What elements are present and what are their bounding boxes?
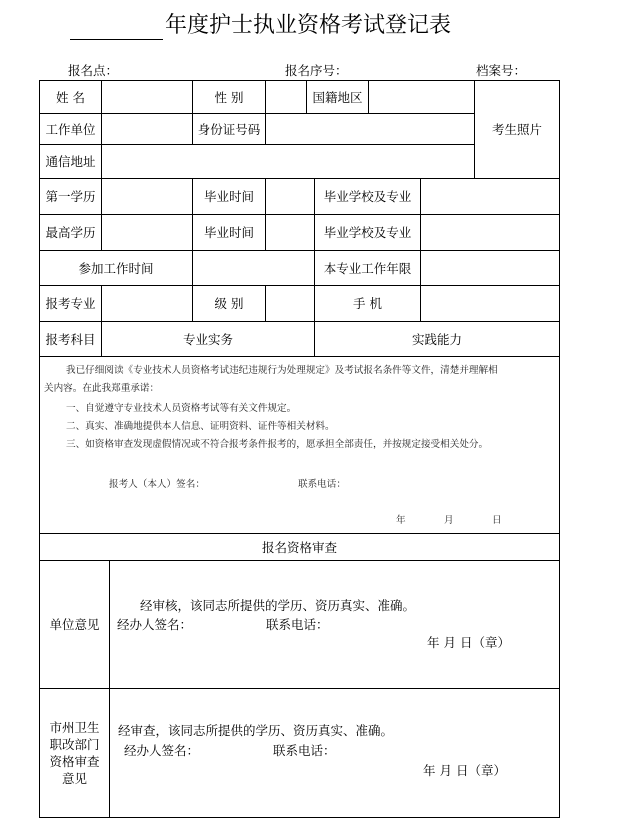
city-review-text: 经审查，该同志所提供的学历、资历真实、准确。: [118, 723, 394, 738]
declaration-line-2: 关内容。在此我郑重承诺：: [44, 383, 160, 394]
highest-education-label: 最高学历: [45, 225, 96, 240]
declaration-day-label: 日: [492, 515, 502, 526]
first-school-major-label: 毕业学校及专业: [323, 189, 412, 204]
exam-major-field[interactable]: [102, 286, 192, 321]
name-field[interactable]: [102, 81, 192, 113]
highest-education-field[interactable]: [102, 215, 192, 250]
years-in-major-label: 本专业工作年限: [323, 260, 412, 276]
city-date-seal: 年 月 日（章）: [423, 763, 506, 778]
city-handler-signature-label: 经办人签名：: [124, 743, 200, 758]
highest-school-major-field[interactable]: [421, 215, 559, 250]
highest-graduation-time-label: 毕业时间: [203, 225, 254, 240]
mobile-label: 手 机: [353, 296, 382, 311]
city-phone-label: 联系电话：: [273, 743, 336, 758]
id-number-field[interactable]: [266, 114, 474, 144]
city-review-label: [40, 689, 109, 817]
first-graduation-time-field[interactable]: [266, 179, 314, 214]
address-label: 通信地址: [45, 154, 96, 169]
city-review-label-line-2: 职改部门: [49, 737, 100, 752]
declaration-line-1: 我已仔细阅读《专业技术人员资格考试违纪违规行为处理规定》及考试报名条件等文件，清楚并理解相: [66, 365, 498, 376]
declaration-item-1: 一、自觉遵守专业技术人员资格考试等有关文件规定。: [66, 403, 297, 414]
highest-graduation-time-field[interactable]: [266, 215, 314, 250]
city-review-label-line-1: 市州卫生: [49, 720, 100, 735]
subject-practical-ability[interactable]: 实践能力: [411, 331, 462, 347]
unit-date-seal: 年 月 日（章）: [427, 635, 510, 650]
applicant-phone-label: 联系电话：: [298, 479, 346, 490]
exam-subjects-label: 报考科目: [45, 331, 96, 347]
mobile-field[interactable]: [421, 286, 559, 321]
applicant-signature-label: 报考人（本人）签名：: [109, 479, 205, 490]
address-field[interactable]: [102, 145, 474, 178]
applicant-signature-field[interactable]: [212, 474, 292, 492]
nationality-label: 国籍地区: [312, 89, 363, 105]
first-graduation-time-label: 毕业时间: [203, 189, 254, 204]
name-label: 姓 名: [56, 89, 85, 105]
city-review-label-line-4: 意见: [61, 771, 87, 786]
subject-professional-practice[interactable]: 专业实务: [182, 331, 233, 347]
page-title: [70, 12, 451, 40]
archive-number-label: 档案号：: [476, 63, 527, 78]
photo-box[interactable]: 考生照片: [491, 122, 542, 137]
unit-handler-signature-label: 经办人签名：: [117, 617, 193, 632]
year-blank[interactable]: [70, 15, 163, 40]
gender-label: 性 别: [214, 89, 244, 105]
level-field[interactable]: [266, 286, 314, 321]
applicant-phone-field[interactable]: [346, 474, 466, 492]
declaration-item-2: 二、真实、准确地提供本人信息、证明资料、证件等相关材料。: [66, 421, 335, 432]
work-start-time-field[interactable]: [193, 251, 314, 285]
registration-serial-label: 报名序号：: [285, 63, 348, 78]
declaration-item-3: 三、如资格审查发现虚假情况或不符合报考条件报考的，愿承担全部责任，并按规定接受相关处分。: [66, 439, 489, 450]
level-label: 级 别: [214, 296, 244, 311]
first-education-field[interactable]: [102, 179, 192, 214]
unit-opinion-text: 经审核，该同志所提供的学历、资历真实、准确。: [140, 598, 416, 613]
gender-field[interactable]: [266, 81, 306, 113]
nationality-field[interactable]: [369, 81, 474, 113]
declaration-year-label: 年: [396, 515, 406, 526]
years-in-major-field[interactable]: [421, 251, 559, 285]
unit-phone-label: 联系电话：: [266, 617, 329, 632]
city-review-label-line-3: 资格审查: [49, 754, 100, 769]
title-text: 年度护士执业资格考试登记表: [165, 13, 452, 38]
city-phone-field[interactable]: [337, 740, 457, 758]
first-school-major-field[interactable]: [421, 179, 559, 214]
highest-school-major-label: 毕业学校及专业: [323, 225, 412, 240]
id-number-label: 身份证号码: [197, 121, 261, 137]
unit-phone-field[interactable]: [330, 614, 450, 632]
unit-handler-signature-field[interactable]: [194, 614, 260, 632]
review-section-title: 报名资格审查: [261, 539, 337, 555]
declaration-month-label: 月: [444, 515, 454, 526]
employer-field[interactable]: [102, 114, 192, 144]
first-education-label: 第一学历: [45, 189, 96, 204]
work-start-time-label: 参加工作时间: [78, 260, 154, 276]
employer-label: 工作单位: [45, 121, 96, 137]
city-handler-signature-field[interactable]: [201, 740, 267, 758]
registration-site-label: 报名点：: [68, 63, 119, 78]
exam-major-label: 报考专业: [45, 296, 96, 311]
unit-opinion-label: 单位意见: [49, 617, 100, 632]
